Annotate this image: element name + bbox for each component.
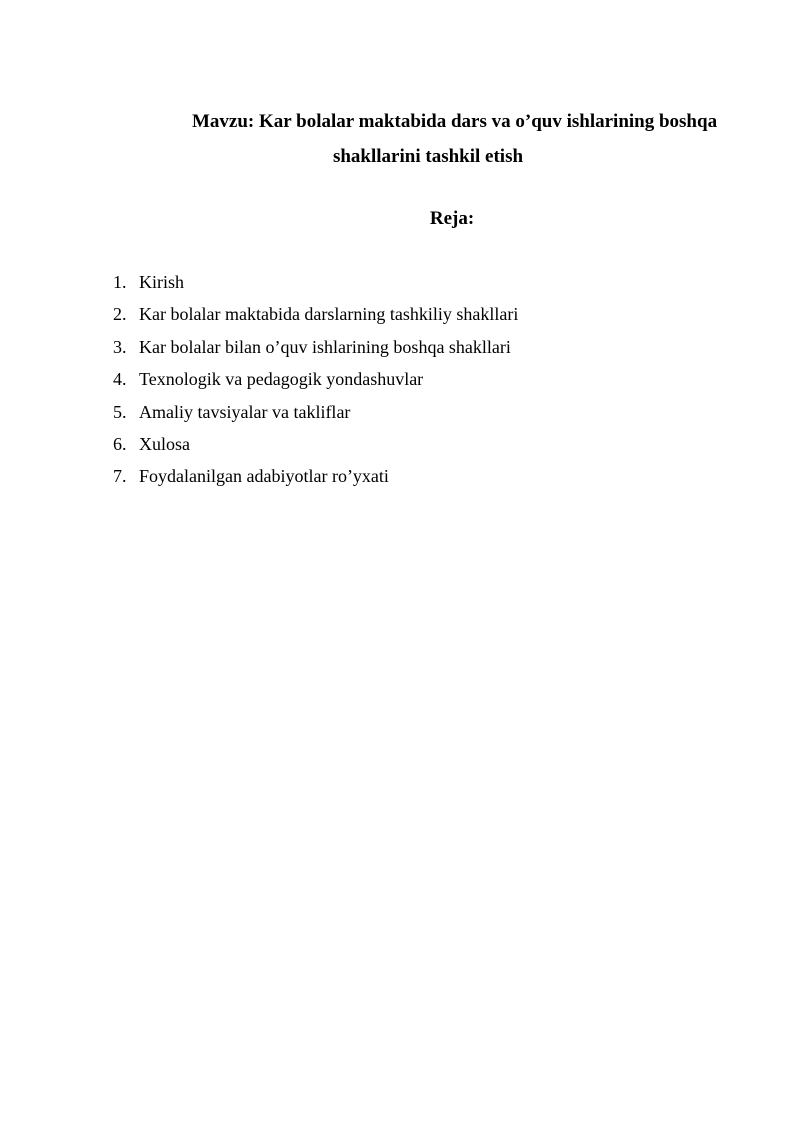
- plan-item-text: Kar bolalar bilan o’quv ishlarining boshqa shakllari: [139, 336, 511, 357]
- plan-item-number: 2.: [113, 304, 127, 325]
- plan-item-text: Foydalanilgan adabiyotlar ro’yxati: [139, 466, 389, 487]
- plan-item-6: [113, 430, 518, 462]
- plan-item-number: 5.: [113, 401, 127, 422]
- plan-item-text: Xulosa: [139, 433, 190, 454]
- plan-item-3: [113, 333, 518, 365]
- plan-item-4: [113, 365, 518, 397]
- plan-item-text: Kar bolalar maktabida darslarning tashkiliy shakllari: [139, 304, 519, 325]
- plan-item-number: 7.: [113, 466, 127, 487]
- plan-item-number: 3.: [113, 336, 127, 357]
- plan-item-number: 4.: [113, 369, 127, 390]
- plan-item-7: [113, 462, 518, 494]
- plan-list: [113, 268, 518, 495]
- plan-heading: Reja:: [429, 208, 475, 229]
- plan-item-number: 1.: [113, 272, 127, 292]
- plan-item-5: [113, 398, 518, 430]
- document-title-line-2: shakllarini tashkil etish: [332, 146, 524, 167]
- plan-item-text: Kirish: [139, 272, 184, 292]
- plan-item-text: Amaliy tavsiyalar va takliflar: [139, 401, 351, 422]
- plan-item-2: [113, 300, 518, 332]
- plan-item-number: 6.: [113, 433, 127, 454]
- document-title-line-1: Mavzu: Kar bolalar maktabida dars va o’quv ishlarining boshqa: [192, 111, 718, 132]
- plan-item-text: Texnologik va pedagogik yondashuvlar: [139, 369, 424, 390]
- plan-item-1: [113, 268, 518, 300]
